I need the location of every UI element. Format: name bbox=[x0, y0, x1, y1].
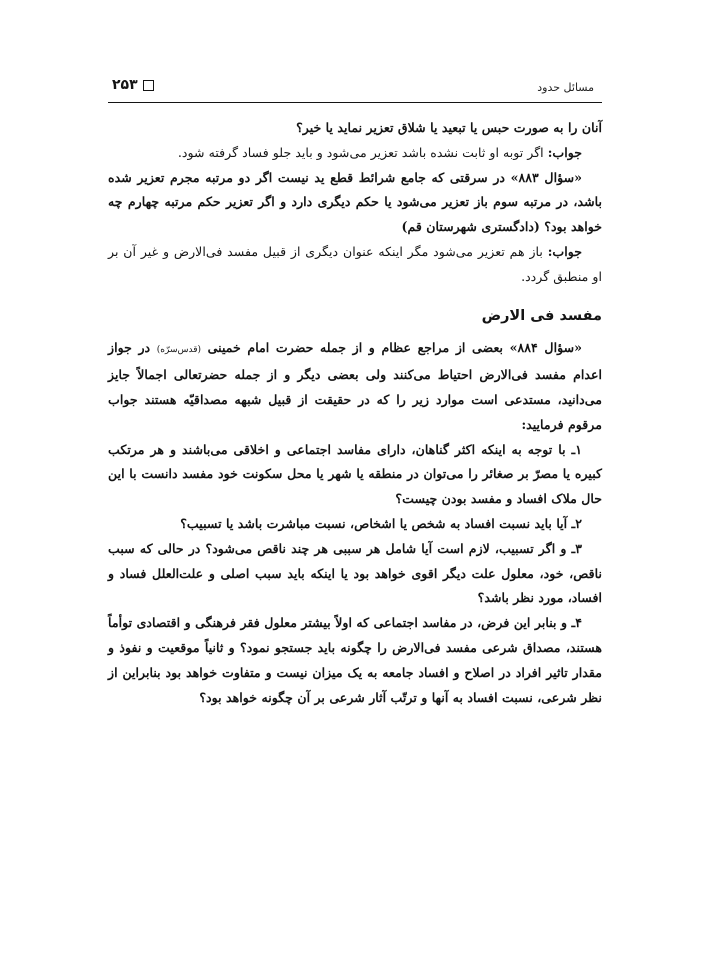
question-884 bbox=[108, 336, 602, 437]
page-header bbox=[108, 77, 602, 99]
answer-882 bbox=[108, 141, 602, 166]
answer-label: جواب: bbox=[547, 144, 582, 160]
header-divider bbox=[108, 102, 602, 103]
square-ornament-icon bbox=[143, 80, 154, 91]
question-text-b: در جواز اعدام مفسد فی‌الارض احتیاط می‌کنند ولی بعضی دیگر و از جمله حضرتعالی اجمالاً جایز می‌دانید، مستدعی است موارد زیر را که در حقیقت از قبیل شبهه مصداقیّه هستند جواب مرقوم فرمایید: bbox=[108, 340, 602, 432]
question-882-tail: آنان را به صورت حبس یا تبعید یا شلاق تعزیر نماید یا خیر؟ bbox=[296, 120, 602, 135]
answer-text: باز هم تعزیر می‌شود مگر اینکه عنوان دیگری از قبیل مفسد فی‌الارض و غیر آن بر او منطبق گردد. bbox=[108, 243, 602, 284]
page-body bbox=[108, 116, 602, 710]
question-text-a: بعضی از مراجع عظام و از جمله حضرت امام خمینی bbox=[201, 340, 510, 356]
answer-text: اگر توبه او ثابت نشده باشد تعزیر می‌شود و باید جلو فساد گرفته شود. bbox=[177, 144, 548, 160]
section-heading: مفسد فی الارض bbox=[481, 307, 602, 324]
question-884-item-3: ۳ـ و اگر تسبیب، لازم است آیا شامل هر سببی هر چند ناقص می‌شود؟ در حالی که سبب ناقص، خود، معلول علت دیگر اقوی خواهد بود یا اینکه باید سبب اصلی و علت‌العلل فساد و افساد، مورد نظر باشد؟ bbox=[108, 540, 602, 606]
running-title: مسائل حدود bbox=[537, 81, 594, 94]
page-number bbox=[112, 77, 154, 93]
question-text: در سرقتی که جامع شرائط قطع ید نیست اگر دو مرتبه مجرم تعزیر شده باشد، در مرتبه سوم باز تعزیر می‌شود یا حکم دیگری دارد و اگر تعزیر حکم مرتبه چهارم چه خواهد بود؟ (دادگستری شهرستان قم) bbox=[108, 169, 602, 235]
answer-883 bbox=[108, 240, 602, 290]
question-label: «سؤال ۸۸۳» bbox=[510, 169, 582, 185]
question-883 bbox=[108, 166, 602, 240]
question-884-item-1: ۱ـ با توجه به اینکه اکثر گناهان، دارای مفاسد اجتماعی و اخلاقی می‌باشند و هر مرتکب کبیره یا مصرّ بر صغائر را می‌توان در منطقه یا شهر یا محل سکونت خود مفسد دانست با این حال ملاک افساد و مفسد بودن چیست؟ bbox=[108, 441, 602, 507]
question-label: «سؤال ۸۸۴» bbox=[509, 340, 582, 356]
question-884-item-2: ۲ـ آیا باید نسبت افساد به شخص یا اشخاص، نسبت مباشرت باشد یا تسبیب؟ bbox=[180, 515, 582, 531]
question-884-item-4: ۴ـ و بنابر این فرض، در مفاسد اجتماعی که اولاً بیشتر معلول فقر فرهنگی و اقتصادی توأماً هستند، مصداق شرعی مفسد فی‌الارض را چگونه باید جستجو نمود؟ و ثانیاً موقعیت و نفوذ و مقدار تاثیر افراد در اصلاح و افساد جامعه به یک میزان نیست و متفاوت خواهد بود بنابراین از نظر شرعی، نسبت افساد به آنها و ترتّب آثار شرعی بر آن چگونه خواهد بود؟ bbox=[108, 615, 602, 705]
honorific: (قدس‌سرّه) bbox=[156, 345, 202, 356]
page-number-value: ۲۵۳ bbox=[112, 77, 138, 93]
answer-label: جواب: bbox=[547, 243, 582, 259]
